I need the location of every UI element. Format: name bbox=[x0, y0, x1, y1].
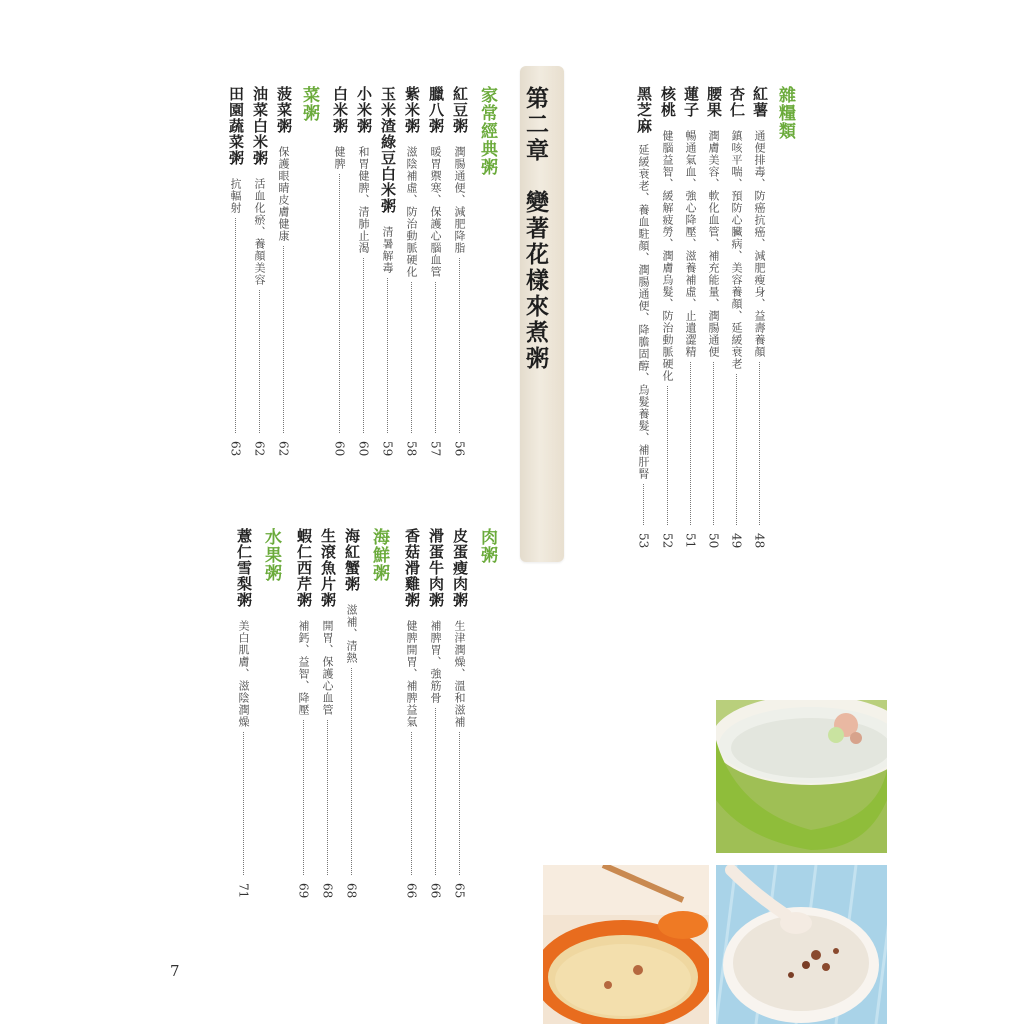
dish-description: 美白肌膚、滋陰潤燥 bbox=[237, 620, 250, 728]
page-ref: 50 bbox=[706, 532, 721, 548]
dish-description: 潤腸通便、減肥降脂 bbox=[453, 146, 466, 254]
congee-photo-orange-bowl bbox=[543, 865, 709, 1024]
page-ref: 62 bbox=[252, 440, 267, 456]
dish-name: 油菜白米粥 bbox=[251, 86, 269, 166]
dish-name: 臘八粥 bbox=[427, 86, 445, 134]
dish-description: 延緩衰老、養血駐顏、潤腸通便、降膽固醇、烏髮養髮、補肝腎 bbox=[637, 144, 650, 480]
leader-dots bbox=[351, 668, 352, 875]
toc-entry[interactable] bbox=[729, 86, 744, 548]
leader-dots bbox=[459, 258, 460, 433]
toc-entry[interactable] bbox=[636, 86, 651, 548]
dish-name: 皮蛋瘦肉粥 bbox=[451, 528, 469, 608]
toc-entry[interactable] bbox=[706, 86, 721, 548]
dish-name: 海紅蟹粥 bbox=[343, 528, 361, 592]
page-ref: 62 bbox=[276, 440, 291, 456]
toc-entry[interactable] bbox=[252, 86, 267, 456]
leader-dots bbox=[235, 218, 236, 433]
dish-description: 和胃健脾、清肺止渴 bbox=[357, 146, 370, 254]
toc-entry[interactable] bbox=[752, 86, 767, 548]
toc-entry[interactable] bbox=[428, 86, 443, 456]
page-ref: 60 bbox=[332, 440, 347, 456]
toc-entry[interactable] bbox=[660, 86, 675, 548]
leader-dots bbox=[759, 362, 760, 525]
section-heading-classic: 家常經典粥 bbox=[477, 86, 497, 176]
toc-entry[interactable] bbox=[332, 86, 347, 456]
section-heading-fruit: 水果粥 bbox=[261, 528, 281, 582]
dish-name: 蝦仁西芹粥 bbox=[295, 528, 313, 608]
dish-description: 補脾胃、強筋骨 bbox=[429, 620, 442, 704]
page-ref: 63 bbox=[228, 440, 243, 456]
dish-name: 紅薯 bbox=[751, 86, 769, 118]
page-ref: 51 bbox=[683, 532, 698, 548]
toc-entry[interactable] bbox=[404, 528, 419, 898]
page-ref: 53 bbox=[636, 532, 651, 548]
toc-entry[interactable] bbox=[296, 528, 311, 898]
page-ref: 59 bbox=[380, 440, 395, 456]
page-ref: 69 bbox=[296, 882, 311, 898]
page-ref: 60 bbox=[356, 440, 371, 456]
page-ref: 56 bbox=[452, 440, 467, 456]
leader-dots bbox=[459, 732, 460, 875]
dish-name: 菠菜粥 bbox=[275, 86, 293, 134]
toc-entry[interactable] bbox=[683, 86, 698, 548]
dish-name: 紫米粥 bbox=[403, 86, 421, 134]
section-heading-grains: 雜糧類 bbox=[775, 86, 795, 140]
dish-description: 滋陰補虛、防治動脈硬化 bbox=[405, 146, 418, 278]
toc-entry[interactable] bbox=[380, 86, 395, 456]
dish-description: 生津潤燥、溫和滋補 bbox=[453, 620, 466, 728]
congee-photo-spoon-bowl bbox=[716, 865, 887, 1024]
dish-description: 鎮咳平喘、預防心臟病、美容養顏、延緩衰老 bbox=[730, 130, 743, 370]
dish-name: 核桃 bbox=[659, 86, 677, 118]
leader-dots bbox=[283, 246, 284, 433]
leader-dots bbox=[667, 386, 668, 525]
leader-dots bbox=[736, 374, 737, 525]
page-ref: 57 bbox=[428, 440, 443, 456]
dish-description: 抗輻射 bbox=[229, 178, 242, 214]
dish-name: 小米粥 bbox=[355, 86, 373, 134]
leader-dots bbox=[243, 732, 244, 875]
leader-dots bbox=[259, 290, 260, 433]
dish-name: 紅豆粥 bbox=[451, 86, 469, 134]
page-number: 7 bbox=[170, 962, 180, 980]
page-ref: 68 bbox=[320, 882, 335, 898]
dish-description: 清暑解毒 bbox=[381, 226, 394, 274]
dish-description: 補鈣、益智、降壓 bbox=[297, 620, 310, 716]
chapter-title: 第二章 變著花樣來煮粥 bbox=[522, 86, 548, 372]
leader-dots bbox=[303, 720, 304, 875]
dish-description: 暢通氣血、強心降壓、滋養補虛、止遺澀精 bbox=[684, 130, 697, 358]
toc-entry[interactable] bbox=[236, 528, 251, 898]
leader-dots bbox=[643, 484, 644, 525]
leader-dots bbox=[339, 174, 340, 433]
page-ref: 65 bbox=[452, 882, 467, 898]
page-ref: 71 bbox=[236, 882, 251, 898]
leader-dots bbox=[411, 282, 412, 433]
page-ref: 49 bbox=[729, 532, 744, 548]
dish-description: 滋補、清熱 bbox=[345, 604, 358, 664]
dish-name: 黑芝麻 bbox=[635, 86, 653, 134]
section-heading-meat: 肉粥 bbox=[477, 528, 497, 564]
dish-name: 蓮子 bbox=[682, 86, 700, 118]
dish-description: 開胃、保護心血管 bbox=[321, 620, 334, 716]
page-ref: 52 bbox=[660, 532, 675, 548]
dish-description: 暖胃禦寒、保護心腦血管 bbox=[429, 146, 442, 278]
dish-name: 薏仁雪梨粥 bbox=[235, 528, 253, 608]
section-heading-veg: 菜粥 bbox=[299, 86, 319, 122]
toc-entry[interactable] bbox=[228, 86, 243, 456]
dish-description: 通便排毒、防癌抗癌、減肥瘦身、益壽養顏 bbox=[753, 130, 766, 358]
dish-description: 健脾 bbox=[333, 146, 346, 170]
dish-name: 玉米渣綠豆白米粥 bbox=[379, 86, 397, 214]
toc-entry[interactable] bbox=[356, 86, 371, 456]
dish-name: 滑蛋牛肉粥 bbox=[427, 528, 445, 608]
congee-photo-green-bowl bbox=[716, 700, 887, 853]
dish-description: 健脾開胃、補脾益氣 bbox=[405, 620, 418, 728]
toc-entry[interactable] bbox=[452, 528, 467, 898]
dish-description: 潤膚美容、軟化血管、補充能量、潤腸通便 bbox=[707, 130, 720, 358]
leader-dots bbox=[690, 362, 691, 525]
page-ref: 66 bbox=[404, 882, 419, 898]
leader-dots bbox=[327, 720, 328, 875]
dish-name: 田園蔬菜粥 bbox=[227, 86, 245, 166]
toc-entry[interactable] bbox=[320, 528, 335, 898]
leader-dots bbox=[435, 708, 436, 875]
dish-description: 保護眼睛皮膚健康 bbox=[277, 146, 290, 242]
toc-entry[interactable] bbox=[276, 86, 291, 456]
dish-name: 腰果 bbox=[705, 86, 723, 118]
leader-dots bbox=[387, 278, 388, 433]
leader-dots bbox=[435, 282, 436, 433]
dish-name: 香菇滑雞粥 bbox=[403, 528, 421, 608]
page-ref: 66 bbox=[428, 882, 443, 898]
toc-entry[interactable] bbox=[428, 528, 443, 898]
toc-entry[interactable] bbox=[404, 86, 419, 456]
leader-dots bbox=[411, 732, 412, 875]
dish-name: 白米粥 bbox=[331, 86, 349, 134]
section-heading-seafood: 海鮮粥 bbox=[369, 528, 389, 582]
dish-name: 杏仁 bbox=[728, 86, 746, 118]
dish-name: 生滾魚片粥 bbox=[319, 528, 337, 608]
leader-dots bbox=[713, 362, 714, 525]
dish-description: 活血化瘀、養顏美容 bbox=[253, 178, 266, 286]
page-ref: 48 bbox=[752, 532, 767, 548]
page-ref: 68 bbox=[344, 882, 359, 898]
toc-entry[interactable] bbox=[452, 86, 467, 456]
toc-entry[interactable] bbox=[344, 528, 359, 898]
page-ref: 58 bbox=[404, 440, 419, 456]
leader-dots bbox=[363, 258, 364, 433]
dish-description: 健腦益智、緩解疲勞、潤膚烏髮、防治動脈硬化 bbox=[661, 130, 674, 382]
